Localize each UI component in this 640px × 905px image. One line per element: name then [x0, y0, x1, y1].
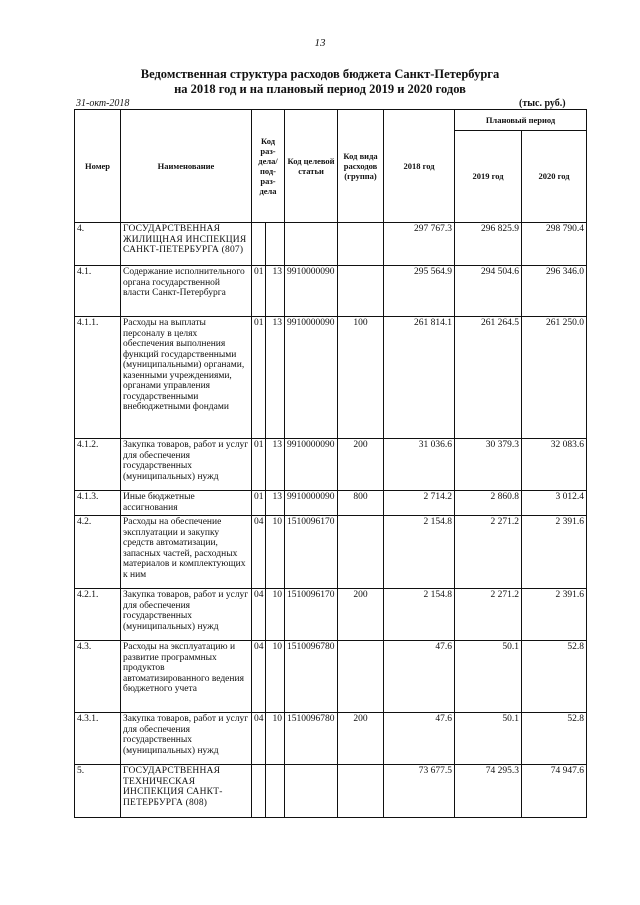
- row-2018: 31 036.6: [384, 439, 455, 491]
- row-2020: 52.8: [522, 713, 587, 765]
- row-expense-type: 200: [338, 713, 384, 765]
- row-2018: 297 767.3: [384, 223, 455, 266]
- title-line-2: на 2018 год и на плановый период 2019 и 2020 годов: [174, 82, 466, 96]
- row-target: 9910000090: [285, 491, 338, 516]
- row-target: [285, 765, 338, 818]
- table-row: [75, 439, 587, 491]
- header-plan-period: Плановый период: [455, 110, 587, 131]
- row-subsection: 10: [266, 516, 285, 589]
- row-expense-type: 200: [338, 589, 384, 641]
- row-2019: 294 504.6: [455, 266, 522, 317]
- row-subsection: 13: [266, 317, 285, 439]
- row-section: 01: [252, 266, 266, 317]
- row-2019: 296 825.9: [455, 223, 522, 266]
- row-number: 4.1.: [75, 266, 121, 317]
- row-number: 4.1.1.: [75, 317, 121, 439]
- page-number: 13: [314, 37, 326, 49]
- row-2019: 50.1: [455, 641, 522, 713]
- header-target: Код целевой статьи: [285, 110, 338, 223]
- table-row: [75, 641, 587, 713]
- row-2019: 74 295.3: [455, 765, 522, 818]
- row-subsection: 13: [266, 439, 285, 491]
- row-number: 5.: [75, 765, 121, 818]
- header-name: Наименование: [121, 110, 252, 223]
- table-row: [75, 317, 587, 439]
- row-number: 4.2.1.: [75, 589, 121, 641]
- row-subsection: [266, 765, 285, 818]
- title-line-1: Ведомственная структура расходов бюджета Санкт-Петербурга: [140, 67, 500, 81]
- table-row: [75, 765, 587, 818]
- row-expense-type: 200: [338, 439, 384, 491]
- row-subsection: 10: [266, 641, 285, 713]
- row-number: 4.3.: [75, 641, 121, 713]
- row-subsection: 13: [266, 266, 285, 317]
- row-2018: 295 564.9: [384, 266, 455, 317]
- row-number: 4.2.: [75, 516, 121, 589]
- row-2019: 261 264.5: [455, 317, 522, 439]
- document-title: [0, 67, 640, 97]
- row-name: ГОСУДАРСТВЕННАЯ ТЕХНИЧЕСКАЯ ИНСПЕКЦИЯ САНКТ-ПЕТЕРБУРГА (808): [121, 765, 252, 818]
- row-2020: 296 346.0: [522, 266, 587, 317]
- row-2019: 30 379.3: [455, 439, 522, 491]
- row-number: 4.: [75, 223, 121, 266]
- row-subsection: [266, 223, 285, 266]
- row-expense-type: [338, 266, 384, 317]
- row-2018: 2 154.8: [384, 589, 455, 641]
- row-2020: 298 790.4: [522, 223, 587, 266]
- row-2019: 2 860.8: [455, 491, 522, 516]
- row-expense-type: [338, 516, 384, 589]
- row-number: 4.1.3.: [75, 491, 121, 516]
- row-target: 9910000090: [285, 266, 338, 317]
- row-name: Закупка товаров, работ и услуг для обеспечения государственных (муниципальных) нужд: [121, 439, 252, 491]
- row-2020: 32 083.6: [522, 439, 587, 491]
- row-2020: 74 947.6: [522, 765, 587, 818]
- header-expense-type: Код вида расходов (группа): [338, 110, 384, 223]
- row-expense-type: [338, 765, 384, 818]
- row-section: 04: [252, 516, 266, 589]
- row-name: Иные бюджетные ассигнования: [121, 491, 252, 516]
- header-row-1: [75, 110, 587, 131]
- budget-table: [74, 109, 587, 818]
- table-row: [75, 713, 587, 765]
- units-label: (тыс. руб.): [519, 98, 566, 109]
- table-row: [75, 266, 587, 317]
- row-target: 1510096780: [285, 713, 338, 765]
- row-2019: 2 271.2: [455, 589, 522, 641]
- row-target: 9910000090: [285, 317, 338, 439]
- row-subsection: 10: [266, 713, 285, 765]
- row-name: Расходы на выплаты персоналу в целях обеспечения выполнения функций государственными (муниципальными) органами, казенными учреждениями, органами управления государственными внебюджетными фондами: [121, 317, 252, 439]
- row-target: 9910000090: [285, 439, 338, 491]
- header-2018: 2018 год: [384, 110, 455, 223]
- row-expense-type: 800: [338, 491, 384, 516]
- table-row: [75, 223, 587, 266]
- row-section: [252, 765, 266, 818]
- row-subsection: 13: [266, 491, 285, 516]
- row-2018: 2 154.8: [384, 516, 455, 589]
- row-expense-type: [338, 223, 384, 266]
- table-row: [75, 516, 587, 589]
- row-name: Содержание исполнительного органа государственной власти Санкт-Петербурга: [121, 266, 252, 317]
- row-expense-type: [338, 641, 384, 713]
- table-row: [75, 589, 587, 641]
- row-2020: 52.8: [522, 641, 587, 713]
- row-name: Закупка товаров, работ и услуг для обеспечения государственных (муниципальных) нужд: [121, 713, 252, 765]
- row-target: 1510096780: [285, 641, 338, 713]
- row-2018: 261 814.1: [384, 317, 455, 439]
- report-date: 31-окт-2018: [76, 98, 130, 109]
- row-name: Закупка товаров, работ и услуг для обеспечения государственных (муниципальных) нужд: [121, 589, 252, 641]
- row-2018: 73 677.5: [384, 765, 455, 818]
- header-number: Номер: [75, 110, 121, 223]
- row-number: 4.1.2.: [75, 439, 121, 491]
- row-section: 01: [252, 491, 266, 516]
- row-name: Расходы на обеспечение эксплуатации и закупку средств автоматизации, запасных частей, расходных материалов и комплектующих к ним: [121, 516, 252, 589]
- row-name: Расходы на эксплуатацию и развитие программных продуктов автоматизированного ведения бюджетного учета: [121, 641, 252, 713]
- row-section: 01: [252, 317, 266, 439]
- row-2019: 2 271.2: [455, 516, 522, 589]
- row-2020: 2 391.6: [522, 516, 587, 589]
- row-2020: 2 391.6: [522, 589, 587, 641]
- table-row: [75, 491, 587, 516]
- row-expense-type: 100: [338, 317, 384, 439]
- row-2020: 3 012.4: [522, 491, 587, 516]
- row-2018: 47.6: [384, 713, 455, 765]
- row-target: 1510096170: [285, 516, 338, 589]
- header-section: Код раз-дела/ под-раз-дела: [252, 110, 285, 223]
- row-section: 04: [252, 713, 266, 765]
- row-2020: 261 250.0: [522, 317, 587, 439]
- row-2018: 2 714.2: [384, 491, 455, 516]
- row-2019: 50.1: [455, 713, 522, 765]
- row-number: 4.3.1.: [75, 713, 121, 765]
- header-2020: 2020 год: [522, 130, 587, 222]
- row-target: 1510096170: [285, 589, 338, 641]
- row-section: 04: [252, 589, 266, 641]
- header-2019: 2019 год: [455, 130, 522, 222]
- row-subsection: 10: [266, 589, 285, 641]
- row-target: [285, 223, 338, 266]
- row-2018: 47.6: [384, 641, 455, 713]
- row-name: ГОСУДАРСТВЕННАЯ ЖИЛИЩНАЯ ИНСПЕКЦИЯ САНКТ-ПЕТЕРБУРГА (807): [121, 223, 252, 266]
- row-section: 04: [252, 641, 266, 713]
- row-section: 01: [252, 439, 266, 491]
- row-section: [252, 223, 266, 266]
